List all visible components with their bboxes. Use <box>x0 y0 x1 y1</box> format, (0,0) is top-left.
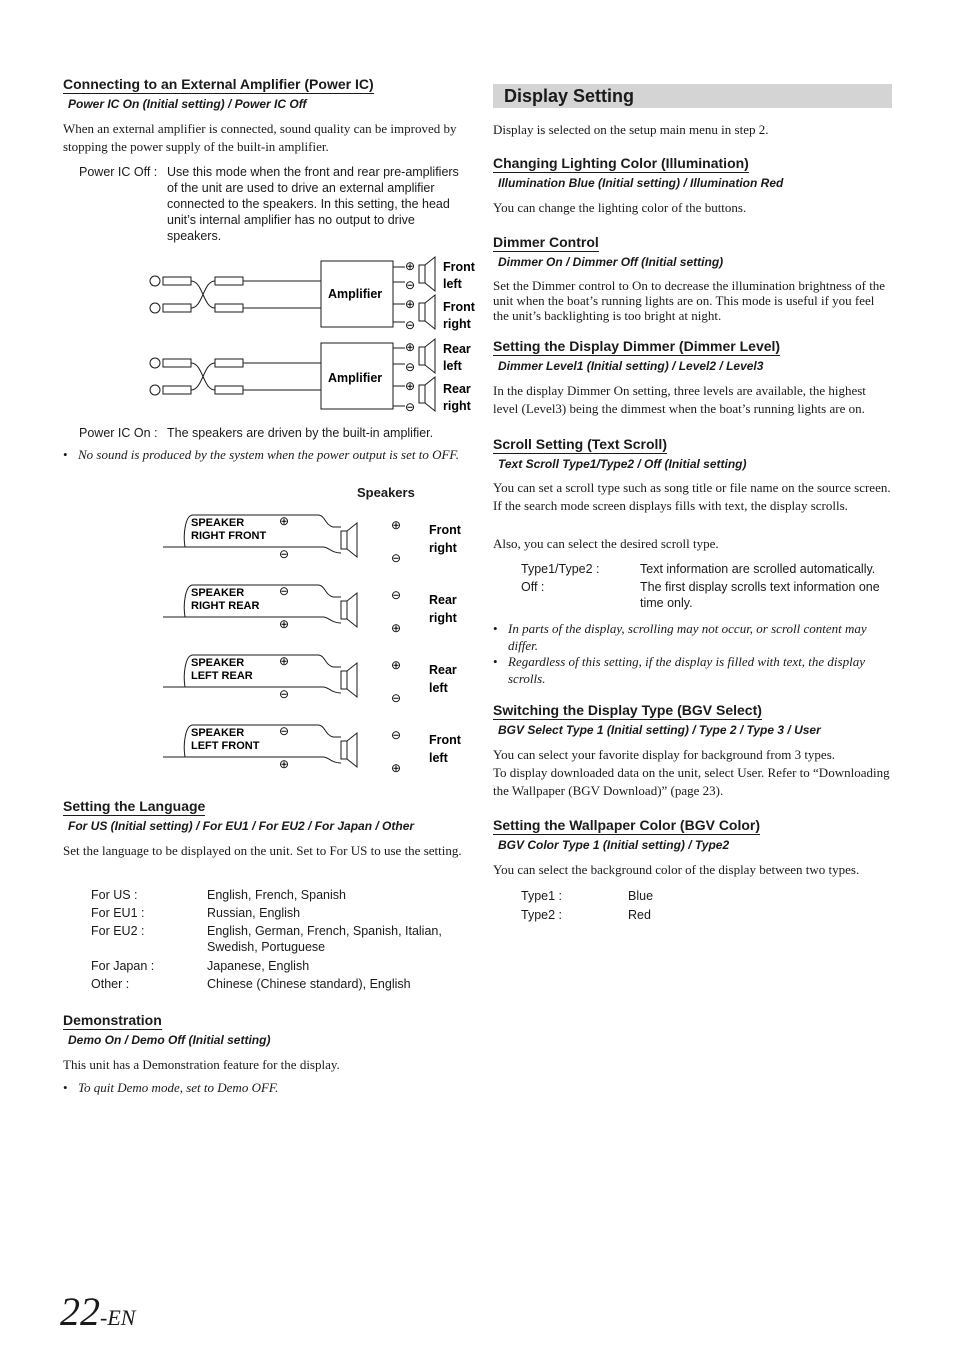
dimmer-options: Dimmer On / Dimmer Off (Initial setting) <box>498 255 724 269</box>
dimlevel-text: In the display Dimmer On setting, three levels are available, the highest level (Level3) being the dimmest when the boat’s running lights are on. <box>493 383 866 416</box>
scroll-section <box>493 436 667 454</box>
plus-icon: ⊕ <box>391 761 402 775</box>
bgvcolor-key-type1: Type1 : <box>521 889 562 903</box>
bgv-section <box>493 702 762 720</box>
amp-note <box>63 446 463 463</box>
amp-intro: When an external amplifier is connected, sound quality can be improved by stopping the power supply of the built-in amplifier. <box>63 121 457 154</box>
front-left-label-1: Front <box>443 260 475 274</box>
minus-icon: ⊖ <box>405 360 416 374</box>
demo-section <box>63 1012 162 1030</box>
scroll-note-1-text: In parts of the display, scrolling may not occur, or scroll content may differ. <box>508 621 867 653</box>
lang-val-eu1: Russian, English <box>207 906 301 920</box>
bullet-icon: • <box>493 654 498 669</box>
illum-heading: Changing Lighting Color (Illumination) <box>493 155 749 171</box>
bgv-text-1: You can select your favorite display for background from 3 types. <box>493 747 836 762</box>
speaker-row-label-1: SPEAKER <box>191 727 245 739</box>
speaker-output-label-1: Front <box>429 523 461 537</box>
rca-plug-icon <box>215 359 243 367</box>
speaker-icon <box>341 593 357 627</box>
language-heading: Setting the Language <box>63 798 206 814</box>
speaker-output-label-2: right <box>429 611 457 625</box>
display-intro: Display is selected on the setup main menu in step 2. <box>493 122 769 137</box>
amp-note-text: No sound is produced by the system when the power output is set to OFF. <box>78 447 459 462</box>
dimmer-section <box>493 234 599 252</box>
plus-icon: ⊕ <box>405 379 416 393</box>
rca-plug-icon <box>215 277 243 285</box>
speaker-row-label-1: SPEAKER <box>191 657 245 669</box>
plus-icon: ⊕ <box>279 617 290 631</box>
minus-icon: ⊖ <box>279 547 290 561</box>
amp-heading: Connecting to an External Amplifier (Power IC) <box>63 76 374 92</box>
amp-section <box>63 76 374 94</box>
demo-options: Demo On / Demo Off (Initial setting) <box>68 1033 271 1047</box>
front-left-label-2: left <box>443 277 462 291</box>
lang-val-eu2: English, German, French, Spanish, Italian, Swedish, Portuguese <box>207 924 442 954</box>
speaker-output-label-2: right <box>429 541 457 555</box>
rca-plug-icon <box>163 359 191 367</box>
display-setting-banner <box>493 84 892 108</box>
scroll-options: Text Scroll Type1/Type2 / Off (Initial setting) <box>498 457 747 471</box>
power-ic-off-label: Power IC Off : <box>79 165 158 179</box>
rear-left-label-2: left <box>443 359 462 373</box>
minus-icon: ⊖ <box>391 728 402 742</box>
minus-icon: ⊖ <box>405 278 416 292</box>
rca-group-bottom <box>150 339 435 411</box>
rear-right-label-1: Rear <box>443 382 471 396</box>
speaker-icon <box>419 295 435 329</box>
illum-options: Illumination Blue (Initial setting) / Illumination Red <box>498 176 784 190</box>
scroll-text-1: You can set a scroll type such as song title or file name on the source screen. If the search mode screen displays fills with text, the display scrolls. <box>493 480 891 513</box>
speaker-icon <box>419 257 435 291</box>
rca-cable <box>243 363 321 390</box>
dimmer-text: Set the Dimmer control to On to decrease the illumination brightness of the unit when the boat’s running lights are on. This mode is useful if you feel the unit’s backlighting is too bright at night. <box>493 278 886 323</box>
rear-left-label-1: Rear <box>443 342 471 356</box>
bgvcolor-options: BGV Color Type 1 (Initial setting) / Type2 <box>498 838 730 852</box>
power-ic-off-text: Use this mode when the front and rear pre-amplifiers of the unit are used to drive an external amplifier connected to the speakers. In this setting, the head unit’s internal amplifier has no output to drive speakers. <box>167 165 459 243</box>
minus-icon: ⊖ <box>391 551 402 565</box>
lang-key-japan: For Japan : <box>91 959 155 973</box>
minus-icon: ⊖ <box>279 584 290 598</box>
plus-icon: ⊕ <box>391 658 402 672</box>
lang-key-eu2: For EU2 : <box>91 924 145 938</box>
dimlevel-section <box>493 338 780 356</box>
plus-icon: ⊕ <box>279 654 290 668</box>
demo-heading: Demonstration <box>63 1012 162 1028</box>
rca-jack-icon <box>150 358 160 368</box>
speaker-row-label-2: LEFT FRONT <box>191 740 260 752</box>
rca-plug-icon <box>163 277 191 285</box>
bgvcolor-val-type1: Blue <box>628 889 654 903</box>
speaker-row-label-2: LEFT REAR <box>191 670 253 682</box>
power-ic-on-label: Power IC On : <box>79 426 158 440</box>
dimmer-heading: Dimmer Control <box>493 234 599 250</box>
lang-key-us: For US : <box>91 888 138 902</box>
demo-intro: This unit has a Demonstration feature for the display. <box>63 1057 340 1072</box>
illum-text: You can change the lighting color of the buttons. <box>493 200 747 215</box>
rca-plug-icon <box>215 386 243 394</box>
bgv-heading: Switching the Display Type (BGV Select) <box>493 702 762 718</box>
bgvcolor-section <box>493 817 760 835</box>
bgvcolor-val-type2: Red <box>628 908 651 922</box>
rear-right-label-2: right <box>443 399 471 413</box>
scroll-val-type: Text information are scrolled automatically. <box>640 562 876 576</box>
scroll-key-type: Type1/Type2 : <box>521 562 600 576</box>
rca-cable <box>243 281 321 308</box>
plus-icon: ⊕ <box>405 297 416 311</box>
demo-note <box>63 1079 463 1096</box>
lang-key-other: Other : <box>91 977 130 991</box>
bullet-icon: • <box>493 621 498 636</box>
minus-icon: ⊖ <box>405 400 416 414</box>
dimlevel-options: Dimmer Level1 (Initial setting) / Level2 / Level3 <box>498 359 764 373</box>
scroll-text-2: Also, you can select the desired scroll type. <box>493 536 719 551</box>
speaker-output-label-2: left <box>429 681 448 695</box>
amp-options: Power IC On (Initial setting) / Power IC Off <box>68 97 307 111</box>
bgv-options: BGV Select Type 1 (Initial setting) / Type 2 / Type 3 / User <box>498 723 821 737</box>
bgvcolor-key-type2: Type2 : <box>521 908 562 922</box>
polarity-symbols <box>405 259 415 414</box>
speakers-title: Speakers <box>357 485 415 500</box>
speaker-row-label-1: SPEAKER <box>191 587 245 599</box>
plus-icon: ⊕ <box>279 514 290 528</box>
minus-icon: ⊖ <box>279 687 290 701</box>
amp-output-wires <box>393 267 405 322</box>
page-number <box>60 1290 135 1340</box>
plus-icon: ⊕ <box>391 621 402 635</box>
lang-val-japan: Japanese, English <box>207 959 310 973</box>
amplifier-label: Amplifier <box>328 371 383 385</box>
bgv-text-2: To display downloaded data on the unit, select User. Refer to “Downloading the Wallpaper (BGV Download)” (page 23). <box>493 765 890 798</box>
lang-val-us: English, French, Spanish <box>207 888 346 902</box>
demo-note-text: To quit Demo mode, set to Demo OFF. <box>78 1080 279 1095</box>
plus-icon: ⊕ <box>391 518 402 532</box>
amplifier-wiring-diagram <box>143 252 475 422</box>
language-section <box>63 798 205 816</box>
speaker-icon <box>341 663 357 697</box>
scroll-key-off: Off : <box>521 580 545 594</box>
scroll-val-off: The first display scrolls text information one time only. <box>640 580 880 610</box>
bullet-icon: • <box>63 1080 68 1095</box>
minus-icon: ⊖ <box>391 588 402 602</box>
speaker-output-label-1: Front <box>429 733 461 747</box>
speaker-row-labels <box>191 514 462 775</box>
amplifier-label: Amplifier <box>328 287 383 301</box>
page-number-value: 22 <box>60 1289 100 1334</box>
speaker-icon <box>419 339 435 373</box>
minus-icon: ⊖ <box>405 318 416 332</box>
lang-key-eu1: For EU1 : <box>91 906 145 920</box>
lang-val-other: Chinese (Chinese standard), English <box>207 977 411 991</box>
crossed-cable <box>191 363 215 390</box>
display-setting-title: Display Setting <box>504 86 635 106</box>
speaker-row-label-2: RIGHT REAR <box>191 600 260 612</box>
minus-icon: ⊖ <box>279 724 290 738</box>
language-options: For US (Initial setting) / For EU1 / For EU2 / For Japan / Other <box>68 819 415 833</box>
rca-plug-icon <box>215 304 243 312</box>
illum-section <box>493 155 749 173</box>
speaker-row-label-1: SPEAKER <box>191 517 245 529</box>
minus-icon: ⊖ <box>391 691 402 705</box>
speaker-row-label-2: RIGHT FRONT <box>191 530 267 542</box>
plus-icon: ⊕ <box>279 757 290 771</box>
speaker-output-label-1: Rear <box>429 593 457 607</box>
speaker-icon <box>341 523 357 557</box>
front-right-label-2: right <box>443 317 471 331</box>
bgvcolor-text: You can select the background color of the display between two types. <box>493 862 860 877</box>
speaker-icon <box>341 733 357 767</box>
dimlevel-heading: Setting the Display Dimmer (Dimmer Level) <box>493 338 781 354</box>
language-intro: Set the language to be displayed on the unit. Set to For US to use the setting. <box>63 843 462 858</box>
bgvcolor-heading: Setting the Wallpaper Color (BGV Color) <box>493 817 761 833</box>
power-ic-on-text: The speakers are driven by the built-in amplifier. <box>167 426 434 440</box>
scroll-note-2-text: Regardless of this setting, if the display is filled with text, the display scrolls. <box>508 654 865 686</box>
amp-output-wires <box>393 348 405 406</box>
plus-icon: ⊕ <box>405 340 416 354</box>
speaker-output-label-1: Rear <box>429 663 457 677</box>
rca-plug-icon <box>163 386 191 394</box>
plus-icon: ⊕ <box>405 259 416 273</box>
rca-jack-icon <box>150 276 160 286</box>
rca-jack-icon <box>150 385 160 395</box>
speaker-outputs-diagram <box>163 505 463 780</box>
crossed-cable <box>191 281 215 308</box>
rca-plug-icon <box>163 304 191 312</box>
scroll-note-2 <box>493 653 893 687</box>
speaker-output-label-2: left <box>429 751 448 765</box>
bullet-icon: • <box>63 447 68 462</box>
speaker-icon <box>419 377 435 411</box>
scroll-heading: Scroll Setting (Text Scroll) <box>493 436 667 452</box>
scroll-note-1 <box>493 620 893 654</box>
front-right-label-1: Front <box>443 300 475 314</box>
rca-jack-icon <box>150 303 160 313</box>
page-number-suffix: -EN <box>100 1305 136 1330</box>
rca-group-top <box>150 257 435 329</box>
